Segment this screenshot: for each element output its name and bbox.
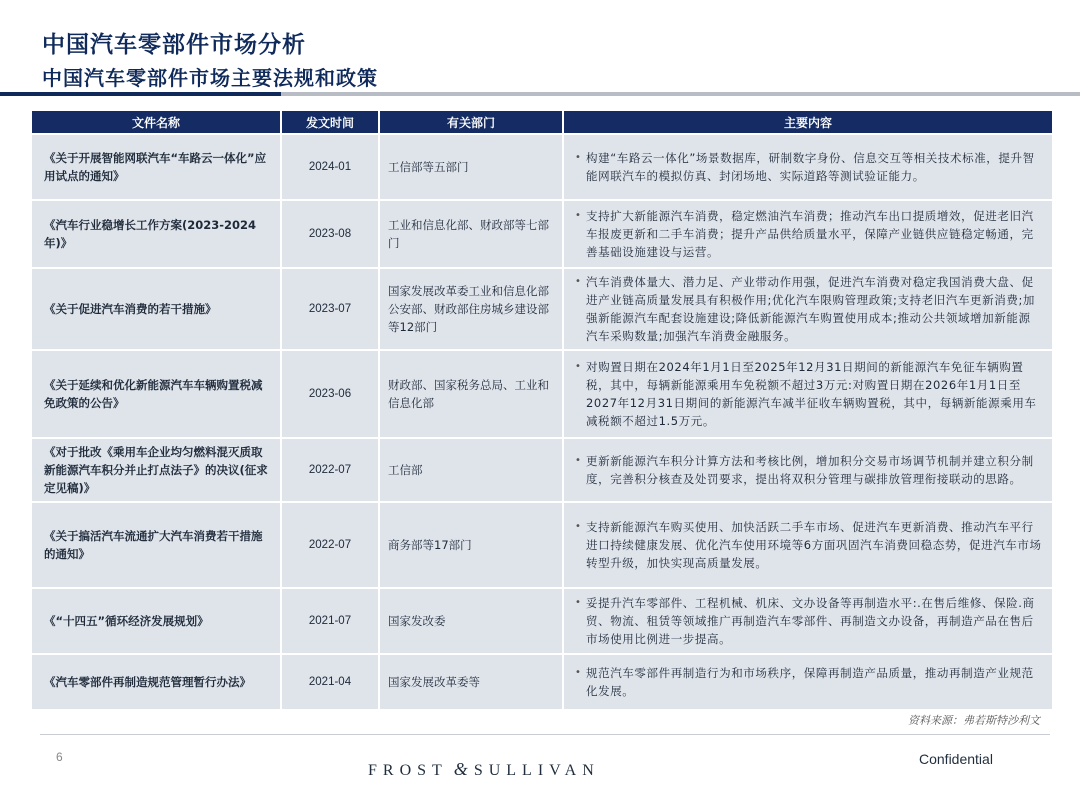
- column-header-content: 主要内容: [564, 111, 1052, 133]
- bullet-icon: •: [575, 667, 581, 678]
- column-header-name: 文件名称: [32, 111, 280, 133]
- bullet-icon: •: [575, 521, 581, 532]
- logo-ampersand: &: [453, 759, 468, 779]
- main-content-text: 更新新能源汽车积分计算方法和考核比例，增加积分交易市场调节机制并建立积分制度，完善积分核查及处罚要求，提出将双积分管理与碳排放管理衔接联动的思路。: [586, 454, 1034, 486]
- document-name: 《关于延续和优化新能源汽车车辆购置税减免政策的公告》: [32, 351, 280, 437]
- bullet-icon: •: [575, 455, 581, 466]
- main-content-text: 汽车消费体量大、潜力足、产业带动作用强，促进汽车消费对稳定我国消费大盘、促进产业链高质量发展具有积极作用;优化汽车限购管理政策;支持老旧汽车更新消费;加强新能源汽车配套设施建设;降低新能源汽车购置使用成本;推动公共领域增加新能源汽车采购数量;加强汽车消费金融服务。: [586, 275, 1036, 343]
- department: 国家发展改革委等: [380, 655, 562, 709]
- main-content: [564, 269, 1052, 349]
- issue-date: 2023-07: [282, 269, 378, 349]
- issue-date: 2023-08: [282, 201, 378, 267]
- main-content-text: 对购置日期在2024年1月1日至2025年12月31日期间的新能源汽车免征车辆购置税，其中，每辆新能源乘用车免税额不超过3万元:对购置日期在2026年1月1日至2027年12月31日期间的新能源汽车减半征收车辆购置税，其中，每辆新能源乘用车减税额不超过1.5万元。: [586, 360, 1037, 428]
- bullet-icon: •: [575, 152, 581, 163]
- issue-date: 2023-06: [282, 351, 378, 437]
- logo-text-left: FROST: [368, 762, 448, 779]
- bullet-icon: •: [575, 597, 581, 608]
- main-content-text: 构建“车路云一体化”场景数据库，研制数字身份、信息交互等相关技术标准，提升智能网联汽车的模拟仿真、封闭场地、实际道路等测试验证能力。: [586, 151, 1035, 183]
- table-row: [32, 201, 1052, 267]
- main-content-text: 支持新能源汽车购买使用、加快活跃二手车市场、促进汽车更新消费、推动汽车平行进口持续健康发展、优化汽车使用环境等6方面巩固汽车消费回稳态势，促进汽车市场转型升级，加快实现高质量发展。: [586, 520, 1042, 570]
- column-header-dept: 有关部门: [380, 111, 562, 133]
- department: 商务部等17部门: [380, 503, 562, 587]
- company-logo: [368, 759, 600, 780]
- main-content: [564, 351, 1052, 437]
- table-row: [32, 503, 1052, 587]
- table-row: [32, 135, 1052, 199]
- source-note: 资料来源：弗若斯特沙利文: [908, 714, 1040, 727]
- column-header-date: 发文时间: [282, 111, 378, 133]
- bullet-icon: •: [575, 276, 581, 287]
- document-name: 《关于促进汽车消费的若干措施》: [32, 269, 280, 349]
- main-content-text: 妥提升汽车零部件、工程机械、机床、文办设备等再制造水平:.在售后维修、保险.商贸、物流、租赁等领域推广再制造汽车零部件、再制造文办设备，再制造产品在售后市场使用比例进一步提高。: [586, 596, 1035, 646]
- main-content-text: 支持扩大新能源汽车消费，稳定燃油汽车消费；推动汽车出口提质增效，促进老旧汽车报废更新和二手车消费；提升产品供给质量水平，保障产业链供应链稳定畅通，完善基础设施建设与运营。: [586, 209, 1034, 259]
- main-content: [564, 439, 1052, 501]
- document-name: 《对于批改《乘用车企业均匀燃料混灭质取新能源汽车积分并止打点法子》的决议(征求定见稿)》: [32, 439, 280, 501]
- issue-date: 2024-01: [282, 135, 378, 199]
- bullet-icon: •: [575, 361, 581, 372]
- main-content-text: 规范汽车零部件再制造行为和市场秩序，保障再制造产品质量，推动再制造产业规范化发展。: [586, 666, 1034, 698]
- document-name: 《关于搞活汽车流通扩大汽车消费若干措施的通知》: [32, 503, 280, 587]
- issue-date: 2022-07: [282, 503, 378, 587]
- issue-date: 2021-04: [282, 655, 378, 709]
- document-name: 《“十四五”循环经济发展规划》: [32, 589, 280, 653]
- confidential-label: Confidential: [919, 751, 993, 767]
- table-row: [32, 589, 1052, 653]
- department: 工业和信息化部、财政部等七部门: [380, 201, 562, 267]
- department: 国家发改委: [380, 589, 562, 653]
- table-row: [32, 655, 1052, 709]
- document-name: 《汽车零部件再制造规范管理暂行办法》: [32, 655, 280, 709]
- bullet-icon: •: [575, 210, 581, 221]
- department: 工信部等五部门: [380, 135, 562, 199]
- document-name: 《关于开展智能网联汽车“车路云一体化”应用试点的通知》: [32, 135, 280, 199]
- footer-divider: [40, 734, 1050, 735]
- main-content: [564, 135, 1052, 199]
- table-row: [32, 439, 1052, 501]
- header-divider: [0, 92, 1080, 96]
- issue-date: 2022-07: [282, 439, 378, 501]
- department: 工信部: [380, 439, 562, 501]
- table-header-row: [32, 111, 1052, 133]
- policy-table: [30, 109, 1054, 711]
- main-content: [564, 589, 1052, 653]
- page-number: 6: [56, 750, 63, 764]
- document-name: 《汽车行业稳增长工作方案(2023-2024年)》: [32, 201, 280, 267]
- main-content: [564, 201, 1052, 267]
- logo-text-right: SULLIVAN: [473, 762, 600, 779]
- department: 国家发展改革委工业和信息化部公安部、财政部住房城乡建设部等12部门: [380, 269, 562, 349]
- table-row: [32, 351, 1052, 437]
- issue-date: 2021-07: [282, 589, 378, 653]
- page-subtitle: 中国汽车零部件市场主要法规和政策: [42, 66, 378, 90]
- table-row: [32, 269, 1052, 349]
- main-content: [564, 655, 1052, 709]
- main-content: [564, 503, 1052, 587]
- department: 财政部、国家税务总局、工业和信息化部: [380, 351, 562, 437]
- page-title: 中国汽车零部件市场分析: [42, 31, 306, 58]
